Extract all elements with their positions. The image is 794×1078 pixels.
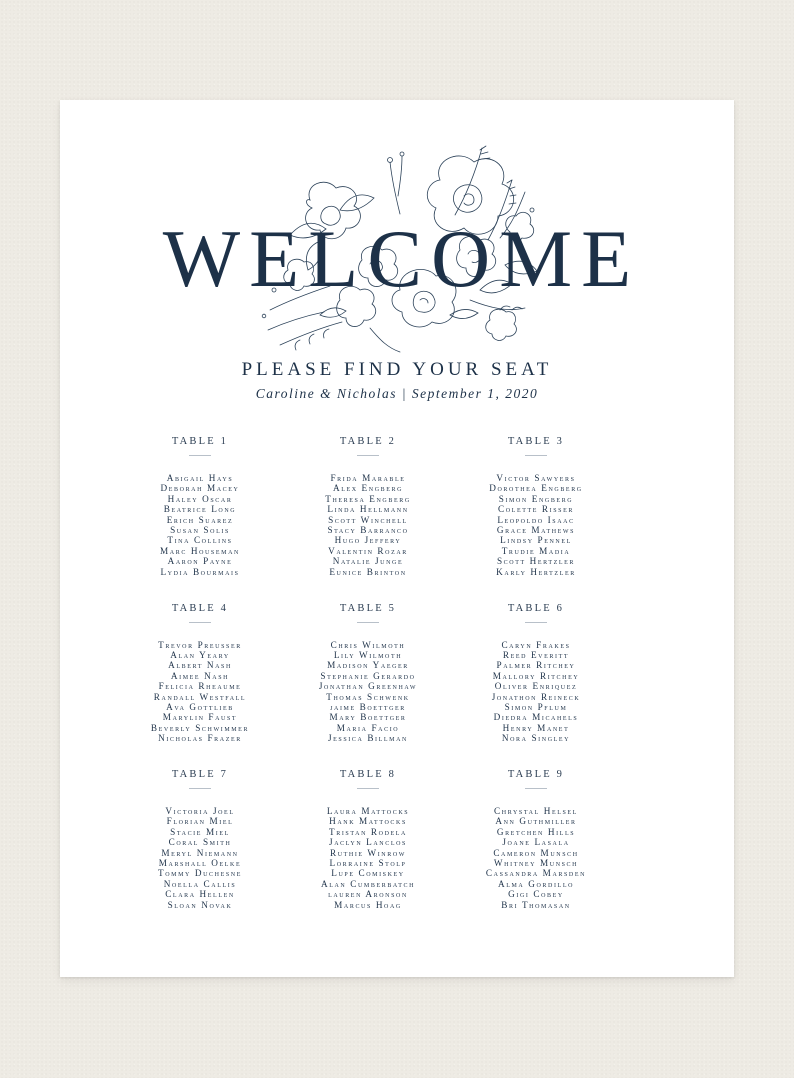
guest-name: Ruthie Winrow: [329, 847, 407, 858]
guest-list: [116, 806, 284, 910]
guest-list: [452, 640, 620, 744]
guest-name: Trevor Preusser: [158, 639, 242, 650]
table-divider: [357, 788, 379, 789]
guest-name: Cassandra Marsden: [485, 868, 587, 879]
couple-and-date: Caroline & Nicholas | September 1, 2020: [255, 386, 539, 401]
table-title: TABLE 7: [171, 769, 229, 780]
guest-name: Colette Risser: [498, 504, 574, 515]
guest-name: Hugo Jeffery: [334, 535, 402, 546]
table-title: TABLE 8: [339, 769, 397, 780]
guest-name: jaime Boettger: [330, 701, 406, 712]
guest-name: Nora Singley: [501, 733, 571, 744]
guest-name: Beverly Schwimmer: [150, 722, 250, 733]
guest-name: Scott Hertzler: [496, 556, 576, 567]
table-divider: [189, 455, 211, 456]
guest-name: Palmer Ritchey: [496, 660, 576, 671]
guest-name: Stacy Barranco: [327, 525, 409, 536]
guest-list: [284, 806, 452, 910]
table-block: [452, 768, 620, 935]
table-divider: [357, 455, 379, 456]
guest-name: Haley Oscar: [167, 493, 233, 504]
guest-name: Susan Solis: [170, 525, 230, 536]
guest-name: Ann Guthmiller: [495, 816, 577, 827]
guest-name: Tristan Rodela: [329, 826, 407, 837]
guest-name: Lydia Bourmais: [160, 566, 240, 577]
guest-name: Grace Mathews: [496, 525, 576, 536]
guest-name: Simon Engberg: [498, 493, 574, 504]
guest-name: Mallory Ritchey: [492, 670, 580, 681]
guest-name: Gigi Cobey: [508, 889, 564, 900]
guest-name: Eunice Brinton: [329, 566, 407, 577]
guest-name: Marylin Faust: [162, 712, 238, 723]
guest-name: Stephanie Gerardo: [320, 670, 416, 681]
table-block: [452, 435, 620, 602]
table-title: TABLE 9: [507, 769, 565, 780]
guest-name: Tommy Duchesne: [158, 868, 242, 879]
seating-chart-card: [60, 100, 734, 977]
guest-name: Thomas Schwenk: [326, 691, 410, 702]
guest-name: Stacie Miel: [170, 826, 230, 837]
guest-name: Alan Cumberbatch: [321, 878, 415, 889]
tables-grid: [116, 435, 620, 935]
guest-name: Albert Nash: [168, 660, 232, 671]
guest-name: Natalie Junge: [332, 556, 404, 567]
guest-name: Trudie Madia: [501, 545, 571, 556]
guest-name: Lindsy Pennel: [500, 535, 572, 546]
table-block: [284, 435, 452, 602]
table-block: [116, 768, 284, 935]
guest-name: Hank Mattocks: [329, 816, 407, 827]
table-title: TABLE 3: [507, 436, 565, 447]
table-title: TABLE 2: [339, 436, 397, 447]
guest-name: Maria Facio: [336, 722, 400, 733]
guest-name: Ava Gottlieb: [166, 701, 234, 712]
guest-name: Marshall Oelke: [158, 858, 242, 869]
guest-name: Theresa Engberg: [325, 493, 411, 504]
guest-name: Frida Marable: [330, 473, 406, 483]
guest-name: Victoria Joel: [165, 806, 235, 816]
guest-name: Beatrice Long: [163, 504, 237, 515]
guest-name: Scott Winchell: [328, 514, 408, 525]
guest-name: Alma Gordillo: [497, 878, 575, 889]
guest-name: Felicia Rheaume: [158, 681, 242, 692]
guest-name: Erich Suarez: [166, 514, 234, 525]
guest-name: Meryl Niemann: [161, 847, 239, 858]
table-block: [116, 435, 284, 602]
guest-name: Mary Boettger: [329, 712, 407, 723]
guest-name: Nicholas Frazer: [158, 733, 242, 744]
table-divider: [525, 788, 547, 789]
guest-name: Deborah Macey: [160, 483, 240, 494]
guest-name: Aaron Payne: [167, 556, 233, 567]
guest-name: Bri Thomasan: [501, 899, 571, 910]
guest-name: Abigail Hays: [166, 473, 234, 483]
guest-name: Caryn Frakes: [501, 639, 571, 650]
guest-name: Jessica Billman: [327, 733, 408, 744]
guest-name: Victor Sawyers: [496, 473, 576, 483]
table-divider: [189, 788, 211, 789]
guest-name: Joane Lasala: [502, 837, 570, 848]
subtitle: PLEASE FIND YOUR SEAT: [241, 359, 553, 380]
guest-name: Simon Pflum: [504, 701, 568, 712]
table-title: TABLE 5: [339, 602, 397, 614]
guest-list: [452, 473, 620, 577]
guest-name: Marcus Hoag: [334, 899, 402, 910]
guest-name: Jaclyn Lanclos: [329, 837, 407, 848]
welcome-heading: WELCOME: [162, 213, 641, 304]
guest-name: Clara Hellen: [165, 889, 235, 900]
guest-name: Laura Mattocks: [326, 806, 410, 816]
guest-name: Karly Hertzler: [496, 566, 576, 577]
guest-name: Valentin Rozar: [328, 545, 408, 556]
guest-name: Alan Yeary: [170, 649, 230, 660]
guest-list: [284, 473, 452, 577]
guest-name: Tina Collins: [167, 535, 233, 546]
table-title: TABLE 6: [507, 602, 565, 614]
guest-name: Lorraine Stolp: [329, 858, 407, 869]
guest-name: Diedra Micahels: [493, 712, 579, 723]
guest-name: Leopoldo Isaac: [497, 514, 575, 525]
guest-list: [116, 473, 284, 577]
table-block: [284, 602, 452, 769]
guest-name: Dorothea Engberg: [489, 483, 583, 494]
guest-name: Lily Wilmoth: [333, 649, 403, 660]
guest-name: Gretchen Hills: [496, 826, 576, 837]
guest-name: Noella Callis: [163, 878, 237, 889]
guest-name: Cameron Munsch: [493, 847, 579, 858]
guest-name: Reed Everitt: [502, 649, 570, 660]
guest-name: Whitney Munsch: [493, 858, 579, 869]
guest-name: Chrystal Helsel: [494, 806, 578, 816]
guest-name: Oliver Enriquez: [494, 681, 578, 692]
guest-name: Lupe Comiskey: [331, 868, 405, 879]
table-divider: [189, 622, 211, 623]
guest-name: Marc Houseman: [160, 545, 240, 556]
guest-name: Henry Manet: [502, 722, 570, 733]
table-title: TABLE 1: [171, 436, 229, 447]
guest-list: [284, 640, 452, 744]
guest-name: Linda Hellmann: [327, 504, 409, 515]
guest-name: Sloan Novak: [167, 899, 233, 910]
table-divider: [525, 622, 547, 623]
table-divider: [357, 622, 379, 623]
guest-name: Randall Westfall: [153, 691, 247, 702]
guest-name: Jonathan Greenhaw: [318, 681, 418, 692]
guest-list: [452, 806, 620, 910]
table-block: [452, 602, 620, 769]
guest-name: Chris Wilmoth: [330, 639, 406, 650]
guest-name: Florian Miel: [166, 816, 234, 827]
table-title: TABLE 4: [171, 602, 229, 614]
guest-name: Jonathon Reineck: [491, 691, 581, 702]
guest-name: Coral Smith: [168, 837, 232, 848]
guest-name: lauren Aronson: [328, 889, 408, 900]
table-block: [116, 602, 284, 769]
guest-name: Aimee Nash: [170, 670, 230, 681]
table-block: [284, 768, 452, 935]
table-divider: [525, 455, 547, 456]
guest-name: Alex Engberg: [332, 483, 404, 494]
guest-name: Madison Yaeger: [327, 660, 409, 671]
guest-list: [116, 640, 284, 744]
